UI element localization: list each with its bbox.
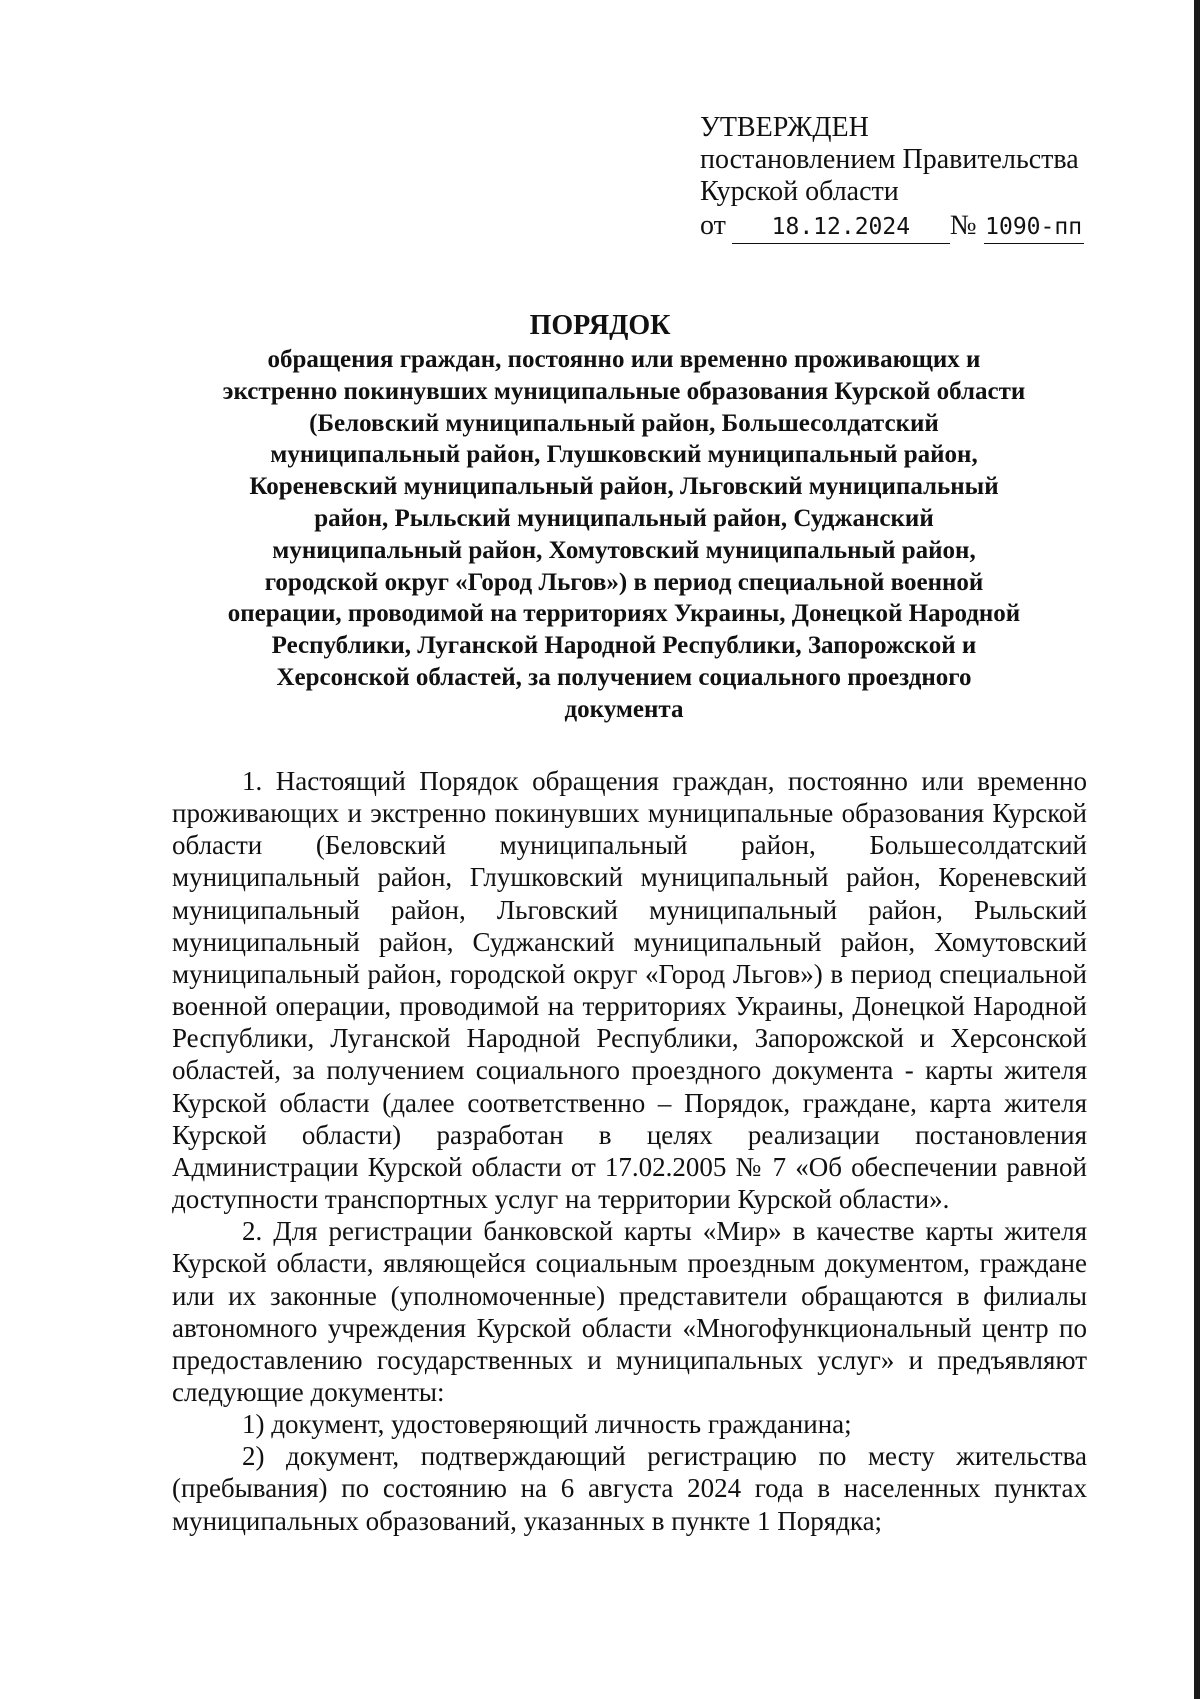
decree-date: 18.12.2024 — [732, 211, 950, 244]
list-item-1: 1) документ, удостоверяющий личность гражданина; — [242, 1409, 852, 1440]
approval-heading: УТВЕРЖДЕН — [700, 112, 869, 143]
document-title: ПОРЯДОК — [529, 310, 671, 341]
date-prefix: от — [700, 210, 726, 241]
subtitle-line: район, Рыльский муниципальный район, Суджанский — [314, 504, 934, 532]
document-subtitle — [168, 344, 1080, 726]
decree-number: 1090-пп — [984, 211, 1084, 244]
subtitle-line: операции, проводимой на территориях Украины, Донецкой Народной — [227, 600, 1021, 628]
subtitle-line: документа — [564, 695, 684, 723]
subtitle-line: Республики, Луганской Народной Республики, Запорожской и — [271, 632, 977, 660]
subtitle-line: Кореневский муниципальный район, Льговский муниципальный — [249, 473, 999, 501]
subtitle-line: Херсонской областей, за получением социального проездного — [276, 663, 972, 691]
paragraph-2: 2. Для регистрации банковской карты «Мир» в качестве карты жителя Курской области, являющейся социальным проездным документом, граждане или их законные (уполномоченные) представители обращаются в филиалы автономного учреждения Курской области «Многофункциональный центр по предоставлению государственных и муниципальных услуг» и предъявляют следующие документы: — [172, 1216, 1087, 1407]
document-body — [172, 765, 1087, 1537]
subtitle-line: обращения граждан, постоянно или временно проживающих и — [267, 346, 981, 373]
subtitle-line: экстренно покинувших муниципальные образования Курской области — [222, 377, 1026, 405]
subtitle-line: муниципальный район, Хомутовский муниципальный район, — [272, 536, 976, 564]
approval-date-row — [700, 210, 1084, 244]
paragraph-1: 1. Настоящий Порядок обращения граждан, постоянно или временно проживающих и экстренно покинувших муниципальные образования Курской области (Беловский муниципальный район, Большесолдатский муниципальный район, Глушковский муниципальный район, Кореневский муниципальный район, Льговский муниципальный район, Рыльский муниципальный район, Суджанский муниципальный район, Хомутовский муниципальный район, городской округ «Город Льгов») в период специальной военной операции, проводимой на территориях Украины, Донецкой Народной Республики, Луганской Народной Республики, Запорожской и Херсонской областей, за получением социального проездного документа - карты жителя Курской области (далее соответственно – Порядок, граждане, карта жителя Курской области) разработан в целях реализации постановления Администрации Курской области от 17.02.2005 № 7 «Об обеспечении равной доступности транспортных услуг на территории Курской области». — [172, 766, 1087, 1215]
approval-line-2: Курской области — [700, 176, 899, 207]
list-item-2: 2) документ, подтверждающий регистрацию по месту жительства (пребывания) по состоянию на 6 августа 2024 года в населенных пунктах муниципальных образований, указанных в пункте 1 Порядка; — [172, 1441, 1087, 1536]
approval-line-1: постановлением Правительства — [700, 144, 1079, 175]
subtitle-line: муниципальный район, Глушковский муниципальный район, — [270, 441, 978, 469]
subtitle-line: городской округ «Город Льгов») в период специальной военной — [264, 568, 984, 596]
subtitle-line: (Беловский муниципальный район, Большесолдатский — [309, 409, 939, 437]
approval-stamp — [700, 112, 1084, 244]
number-prefix: № — [949, 210, 977, 241]
scan-edge — [1194, 0, 1200, 1699]
